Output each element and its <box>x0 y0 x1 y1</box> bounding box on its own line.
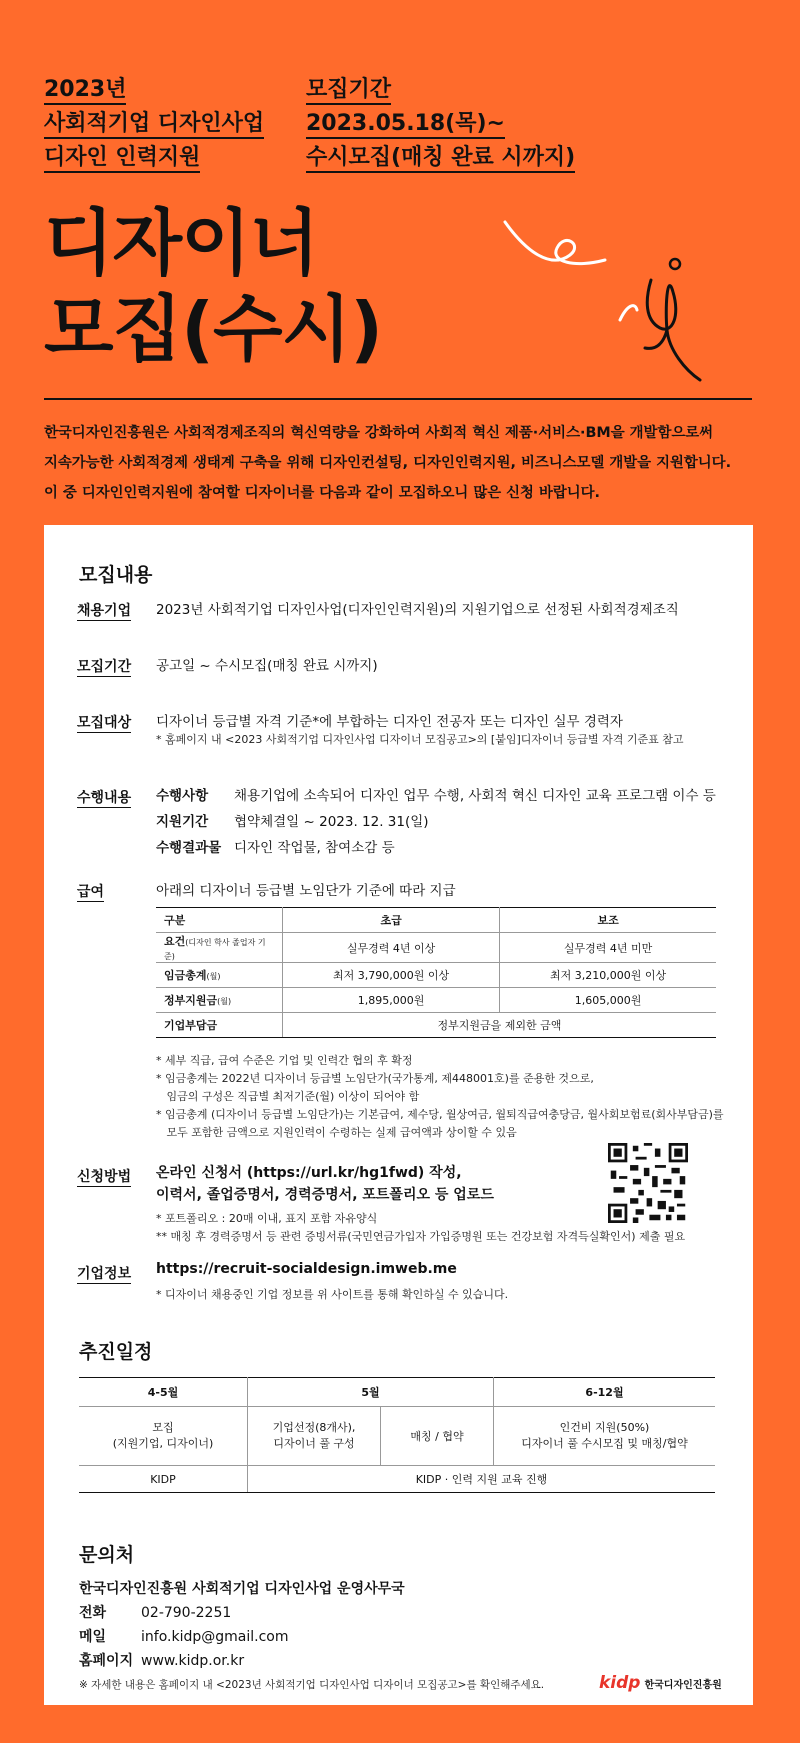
header-support: 디자인 인력지원 <box>44 145 200 173</box>
contact-email[interactable]: info.kidp@gmail.com <box>141 1629 289 1645</box>
pay-table-header <box>156 908 716 933</box>
table-row <box>156 1013 716 1038</box>
info-label: 기업정보 <box>77 1266 132 1282</box>
schedule-cell-line: 기업선정(8개사), <box>272 1421 356 1434</box>
duty-value: 채용기업에 소속되어 디자인 업무 수행, 사회적 혁신 디자인 교육 프로그램 이수 등 <box>234 788 716 804</box>
apply-note: * 포트폴리오 : 20매 이내, 표지 포함 자유양식 <box>156 1212 378 1225</box>
duty-key: 지원기간 <box>156 814 209 830</box>
schedule-cell <box>79 1407 248 1466</box>
pay-row-key-small: (월) <box>206 972 221 981</box>
pay-note: * 세부 직급, 급여 수준은 기업 및 인력간 협의 후 확정 <box>156 1054 413 1067</box>
schedule-header <box>79 1378 715 1407</box>
pay-row-label <box>156 963 283 988</box>
pay-note: * 임금총계 (디자이너 등급별 노임단가)는 기본급여, 제수당, 월상여금, 월퇴직급여충당금, 월사회보험료(회사부담금)를 <box>156 1108 724 1121</box>
target-text: 디자이너 등급별 자격 기준*에 부합하는 디자인 전공자 또는 디자인 실무 경력자 <box>156 714 623 730</box>
duty-key: 수행결과물 <box>156 840 222 856</box>
table-row <box>79 1466 715 1493</box>
contact-row <box>79 1601 288 1625</box>
duty-value: 디자인 작업물, 참여소감 등 <box>234 840 395 856</box>
kidp-logo-mark: kidp <box>599 1673 641 1693</box>
squiggle-decoration-icon <box>495 210 730 390</box>
pay-row-key: 정부지원금 <box>164 994 218 1007</box>
header-year: 2023년 <box>44 77 126 105</box>
intro-line: 한국디자인진흥원은 사회적경제조직의 혁신역량을 강화하여 사회적 혁신 제품·서비스·BM을 개발함으로써 <box>44 425 714 441</box>
schedule-cell: KIDP <box>79 1466 248 1493</box>
contact-footnote: ※ 자세한 내용은 홈페이지 내 <2023년 사회적기업 디자인사업 디자이너 모집공고>를 확인해주세요. <box>79 1679 545 1691</box>
kidp-logo <box>599 1673 722 1693</box>
recruit-heading: 모집내용 <box>79 564 153 586</box>
header-right <box>306 75 575 177</box>
table-row <box>79 1407 715 1466</box>
duty-list <box>156 785 716 859</box>
qr-code-icon[interactable] <box>608 1143 688 1223</box>
content-card <box>44 525 753 1705</box>
schedule-cell <box>248 1407 381 1466</box>
pay-row-label <box>156 988 283 1013</box>
schedule-cell-line: 디자이너 풀 구성 <box>273 1437 355 1450</box>
pay-row-label <box>156 933 283 963</box>
contact-homepage[interactable]: www.kidp.or.kr <box>141 1653 245 1669</box>
pay-note: * 임금총계는 2022년 디자이너 등급별 노임단가(국가통계, 제448001호)를 준용한 것으로, <box>156 1072 594 1085</box>
table-row <box>156 988 716 1013</box>
pay-row-key: 임금총계 <box>164 969 207 982</box>
target-note: * 홈페이지 내 <2023 사회적기업 디자인사업 디자이너 모집공고>의 [붙임]디자이너 등급별 자격 기준표 참고 <box>156 733 684 746</box>
contact-row <box>79 1649 288 1673</box>
pay-notes <box>156 1052 724 1142</box>
pay-header-cell: 구분 <box>156 908 283 933</box>
schedule-header-cell: 6-12월 <box>494 1378 716 1407</box>
pay-label: 급여 <box>77 884 105 900</box>
duty-key: 수행사항 <box>156 788 209 804</box>
header-period-label: 모집기간 <box>306 77 391 105</box>
apply-notes <box>156 1210 685 1246</box>
page-title <box>44 200 382 372</box>
title-line-1: 디자이너 <box>44 201 319 285</box>
info-note: * 디자이너 채용중인 기업 정보를 위 사이트를 통해 확인하실 수 있습니다. <box>156 1288 509 1301</box>
pay-cell: 실무경력 4년 이상 <box>283 933 500 963</box>
schedule-cell-line: 인건비 지원(50%) <box>559 1421 650 1434</box>
contact-list <box>79 1601 288 1673</box>
contact-key: 전화 <box>79 1605 107 1621</box>
contact-heading: 문의처 <box>79 1544 135 1566</box>
pay-row-key: 요건 <box>164 935 186 948</box>
header-period-note: 수시모집(매칭 완료 시까지) <box>306 145 575 173</box>
intro-line: 지속가능한 사회적경제 생태계 구축을 위해 디자인컨설팅, 디자인인력지원, 비즈니스모델 개발을 지원합니다. <box>44 455 732 471</box>
company-text: 2023년 사회적기업 디자인사업(디자인인력지원)의 지원기업으로 선정된 사회적경제조직 <box>156 602 679 618</box>
pay-cell: 실무경력 4년 미만 <box>500 933 716 963</box>
table-row <box>156 963 716 988</box>
period-label: 모집기간 <box>77 659 132 675</box>
title-line-2: 모집(수시) <box>44 287 383 371</box>
header-period-date: 2023.05.18(목)~ <box>306 111 505 139</box>
company-label: 채용기업 <box>77 603 132 619</box>
apply-note: ** 매칭 후 경력증명서 등 관련 증빙서류(국민연금가입자 가입증명원 또는 건강보험 자격득실확인서) 제출 필요 <box>156 1230 686 1243</box>
period-text: 공고일 ~ 수시모집(매칭 완료 시까지) <box>156 658 378 674</box>
pay-row-key-small: (디자인 학사 졸업자 기준) <box>164 938 266 961</box>
header-divider <box>44 398 752 400</box>
duty-row <box>156 811 716 833</box>
duty-row <box>156 837 716 859</box>
apply-line: 이력서, 졸업증명서, 경력증명서, 포트폴리오 등 업로드 <box>156 1187 494 1203</box>
pay-header-cell: 초급 <box>283 908 500 933</box>
target-label: 모집대상 <box>77 715 132 731</box>
header-program: 사회적기업 디자인사업 <box>44 111 264 139</box>
info-url[interactable]: https://recruit-socialdesign.imweb.me <box>156 1261 457 1277</box>
apply-lines <box>156 1162 494 1206</box>
pay-cell: 최저 3,210,000원 이상 <box>500 963 716 988</box>
pay-row-key-small: (월) <box>217 997 232 1006</box>
schedule-cell: 매칭 / 협약 <box>381 1407 494 1466</box>
kidp-logo-text: 한국디자인진흥원 <box>644 1679 722 1691</box>
apply-label: 신청방법 <box>77 1169 132 1185</box>
apply-line: 온라인 신청서 (https://url.kr/hg1fwd) 작성, <box>156 1165 462 1181</box>
contact-phone[interactable]: 02-790-2251 <box>141 1605 232 1621</box>
schedule-cell-line: (지원기업, 디자이너) <box>112 1437 214 1450</box>
intro-line: 이 중 디자인인력지원에 참여할 디자이너를 다음과 같이 모집하오니 많은 신청 바랍니다. <box>44 485 601 501</box>
pay-note: 임금의 구성은 직급별 최저기준(월) 이상이 되어야 함 <box>156 1090 420 1103</box>
contact-org: 한국디자인진흥원 사회적기업 디자인사업 운영사무국 <box>79 1581 405 1597</box>
duty-label: 수행내용 <box>77 790 132 806</box>
contact-row <box>79 1625 288 1649</box>
contact-key: 메일 <box>79 1629 107 1645</box>
pay-note: 모두 포함한 금액으로 지원인력이 수령하는 실제 급여액과 상이할 수 있음 <box>156 1126 517 1139</box>
pay-cell: 최저 3,790,000원 이상 <box>283 963 500 988</box>
schedule-header-cell: 4-5월 <box>79 1378 248 1407</box>
pay-text: 아래의 디자이너 등급별 노임단가 기준에 따라 지급 <box>156 883 456 899</box>
schedule-table <box>79 1377 715 1493</box>
table-row <box>156 933 716 963</box>
duty-row <box>156 785 716 807</box>
intro-text <box>44 418 764 508</box>
pay-cell: 1,895,000원 <box>283 988 500 1013</box>
pay-row-label: 기업부담금 <box>156 1013 283 1038</box>
schedule-cell: KIDP · 인력 지원 교육 진행 <box>248 1466 716 1493</box>
header-left <box>44 75 264 177</box>
duty-value: 협약체결일 ~ 2023. 12. 31(일) <box>234 814 429 830</box>
pay-header-cell: 보조 <box>500 908 716 933</box>
contact-key: 홈페이지 <box>79 1653 134 1669</box>
schedule-header-cell: 5월 <box>248 1378 494 1407</box>
schedule-cell <box>494 1407 716 1466</box>
schedule-heading: 추진일정 <box>79 1341 153 1363</box>
pay-cell: 정부지원금을 제외한 금액 <box>283 1013 717 1038</box>
schedule-cell-line: 디자이너 풀 수시모집 및 매칭/협약 <box>521 1437 688 1450</box>
schedule-cell-line: 모집 <box>152 1421 174 1434</box>
pay-cell: 1,605,000원 <box>500 988 716 1013</box>
pay-table <box>156 907 716 1038</box>
